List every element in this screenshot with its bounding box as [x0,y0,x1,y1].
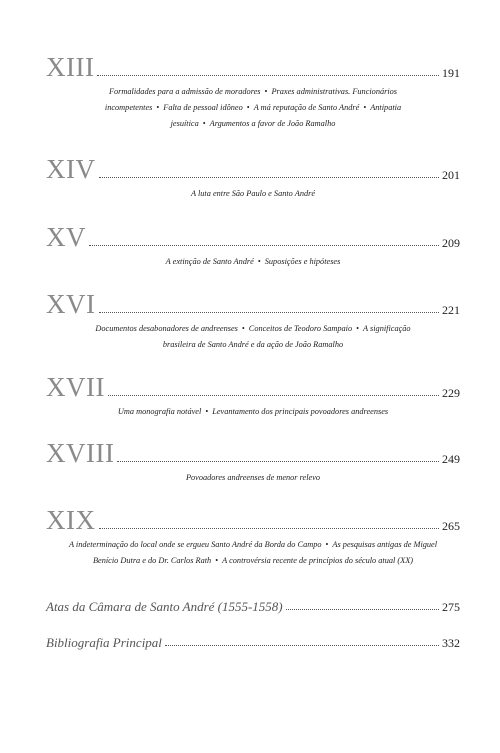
toc-entry-xvi[interactable] [46,291,460,353]
topic-line [46,321,460,337]
dot-leader [117,460,439,462]
topic: brasileira de Santo André e da ação de João Ramalho [162,340,344,349]
toc-entry-bibliografia[interactable] [46,636,460,650]
chapter-topics [46,404,460,420]
topic: Antipatia [370,103,402,112]
page-number: 229 [442,386,460,400]
topic: A indeterminação do local onde se ergueu Santo André da Borda do Campo [68,540,322,549]
dot-leader [99,176,440,178]
separator-bullet: • [363,103,367,112]
chapter-numeral: XIII [46,52,95,82]
topic: Conceitos de Teodoro Sampaio [248,324,353,333]
topic: A significação [363,324,411,333]
topic: Argumentos a favor de João Ramalho [209,119,336,128]
separator-bullet: • [215,556,219,565]
topic: A controvérsia recente de princípios do século atual (XX) [222,556,414,565]
toc-entry-atas[interactable] [46,600,460,614]
topic-line [46,337,460,353]
separator-bullet: • [264,87,268,96]
topic-line [46,553,460,569]
topic-line [46,470,460,486]
toc-entry-xv[interactable] [46,224,460,270]
separator-bullet: • [156,103,160,112]
topic: A extinção de Santo André [165,257,254,266]
chapter-topics [46,254,460,270]
page-number: 221 [442,303,460,317]
page-number: 249 [442,452,460,466]
dot-leader [99,527,440,529]
dot-leader [99,311,440,313]
chapter-topics [46,84,460,132]
dot-leader [97,74,439,76]
topic: Benício Dutra e do Dr. Carlos Rath [92,556,212,565]
separator-bullet: • [205,407,209,416]
topic: As pesquisas antigas de Miguel [332,540,438,549]
topic-line [46,84,460,100]
page-number: 275 [442,600,460,614]
topic: Praxes administrativas. Funcionários [271,87,398,96]
topic: Uma monografia notável [117,407,202,416]
chapter-numeral: XVI [46,289,96,319]
topic-line [46,254,460,270]
topic: Suposições e hipóteses [264,257,341,266]
topic-line [46,404,460,420]
toc-entry-xix[interactable] [46,507,460,569]
toc-entry-xviii[interactable] [46,440,460,486]
separator-bullet: • [257,257,261,266]
chapter-numeral: XIX [46,505,96,535]
topic: Documentos desabonadores de andreenses [95,324,238,333]
separator-bullet: • [246,103,250,112]
topic: Falta de pessoal idôneo [163,103,243,112]
dot-leader [108,394,439,396]
topic-line [46,537,460,553]
chapter-numeral: XV [46,222,86,252]
chapter-topics [46,537,460,569]
toc-entry-xiv[interactable] [46,156,460,202]
chapter-topics [46,321,460,353]
topic: jesuítica [170,119,199,128]
chapter-numeral: XVIII [46,438,115,468]
topic: Povoadores andreenses de menor relevo [185,473,321,482]
toc-entry-xiii[interactable] [46,54,460,132]
dot-leader [165,644,439,646]
topic: A luta entre São Paulo e Santo André [190,189,316,198]
dot-leader [286,608,439,610]
page-number: 191 [442,66,460,80]
topic-line [46,116,460,132]
topic: Levantamento dos principais povoadores andreenses [212,407,389,416]
topic-line [46,100,460,116]
chapter-numeral: XIV [46,154,96,184]
chapter-topics [46,470,460,486]
separator-bullet: • [325,540,329,549]
topic-line [46,186,460,202]
page-number: 265 [442,519,460,533]
separator-bullet: • [356,324,360,333]
appendix-title: Atas da Câmara de Santo André (1555-1558) [46,599,283,614]
bibliography-title: Bibliografia Principal [46,635,162,650]
separator-bullet: • [202,119,206,128]
page-number: 201 [442,168,460,182]
chapter-numeral: XVII [46,372,105,402]
dot-leader [89,244,439,246]
page-number: 332 [442,636,460,650]
separator-bullet: • [241,324,245,333]
topic: A má reputação de Santo André [253,103,360,112]
topic: Formalidades para a admissão de moradores [108,87,261,96]
chapter-topics [46,186,460,202]
topic: incompetentes [104,103,153,112]
toc-entry-xvii[interactable] [46,374,460,420]
page-number: 209 [442,236,460,250]
